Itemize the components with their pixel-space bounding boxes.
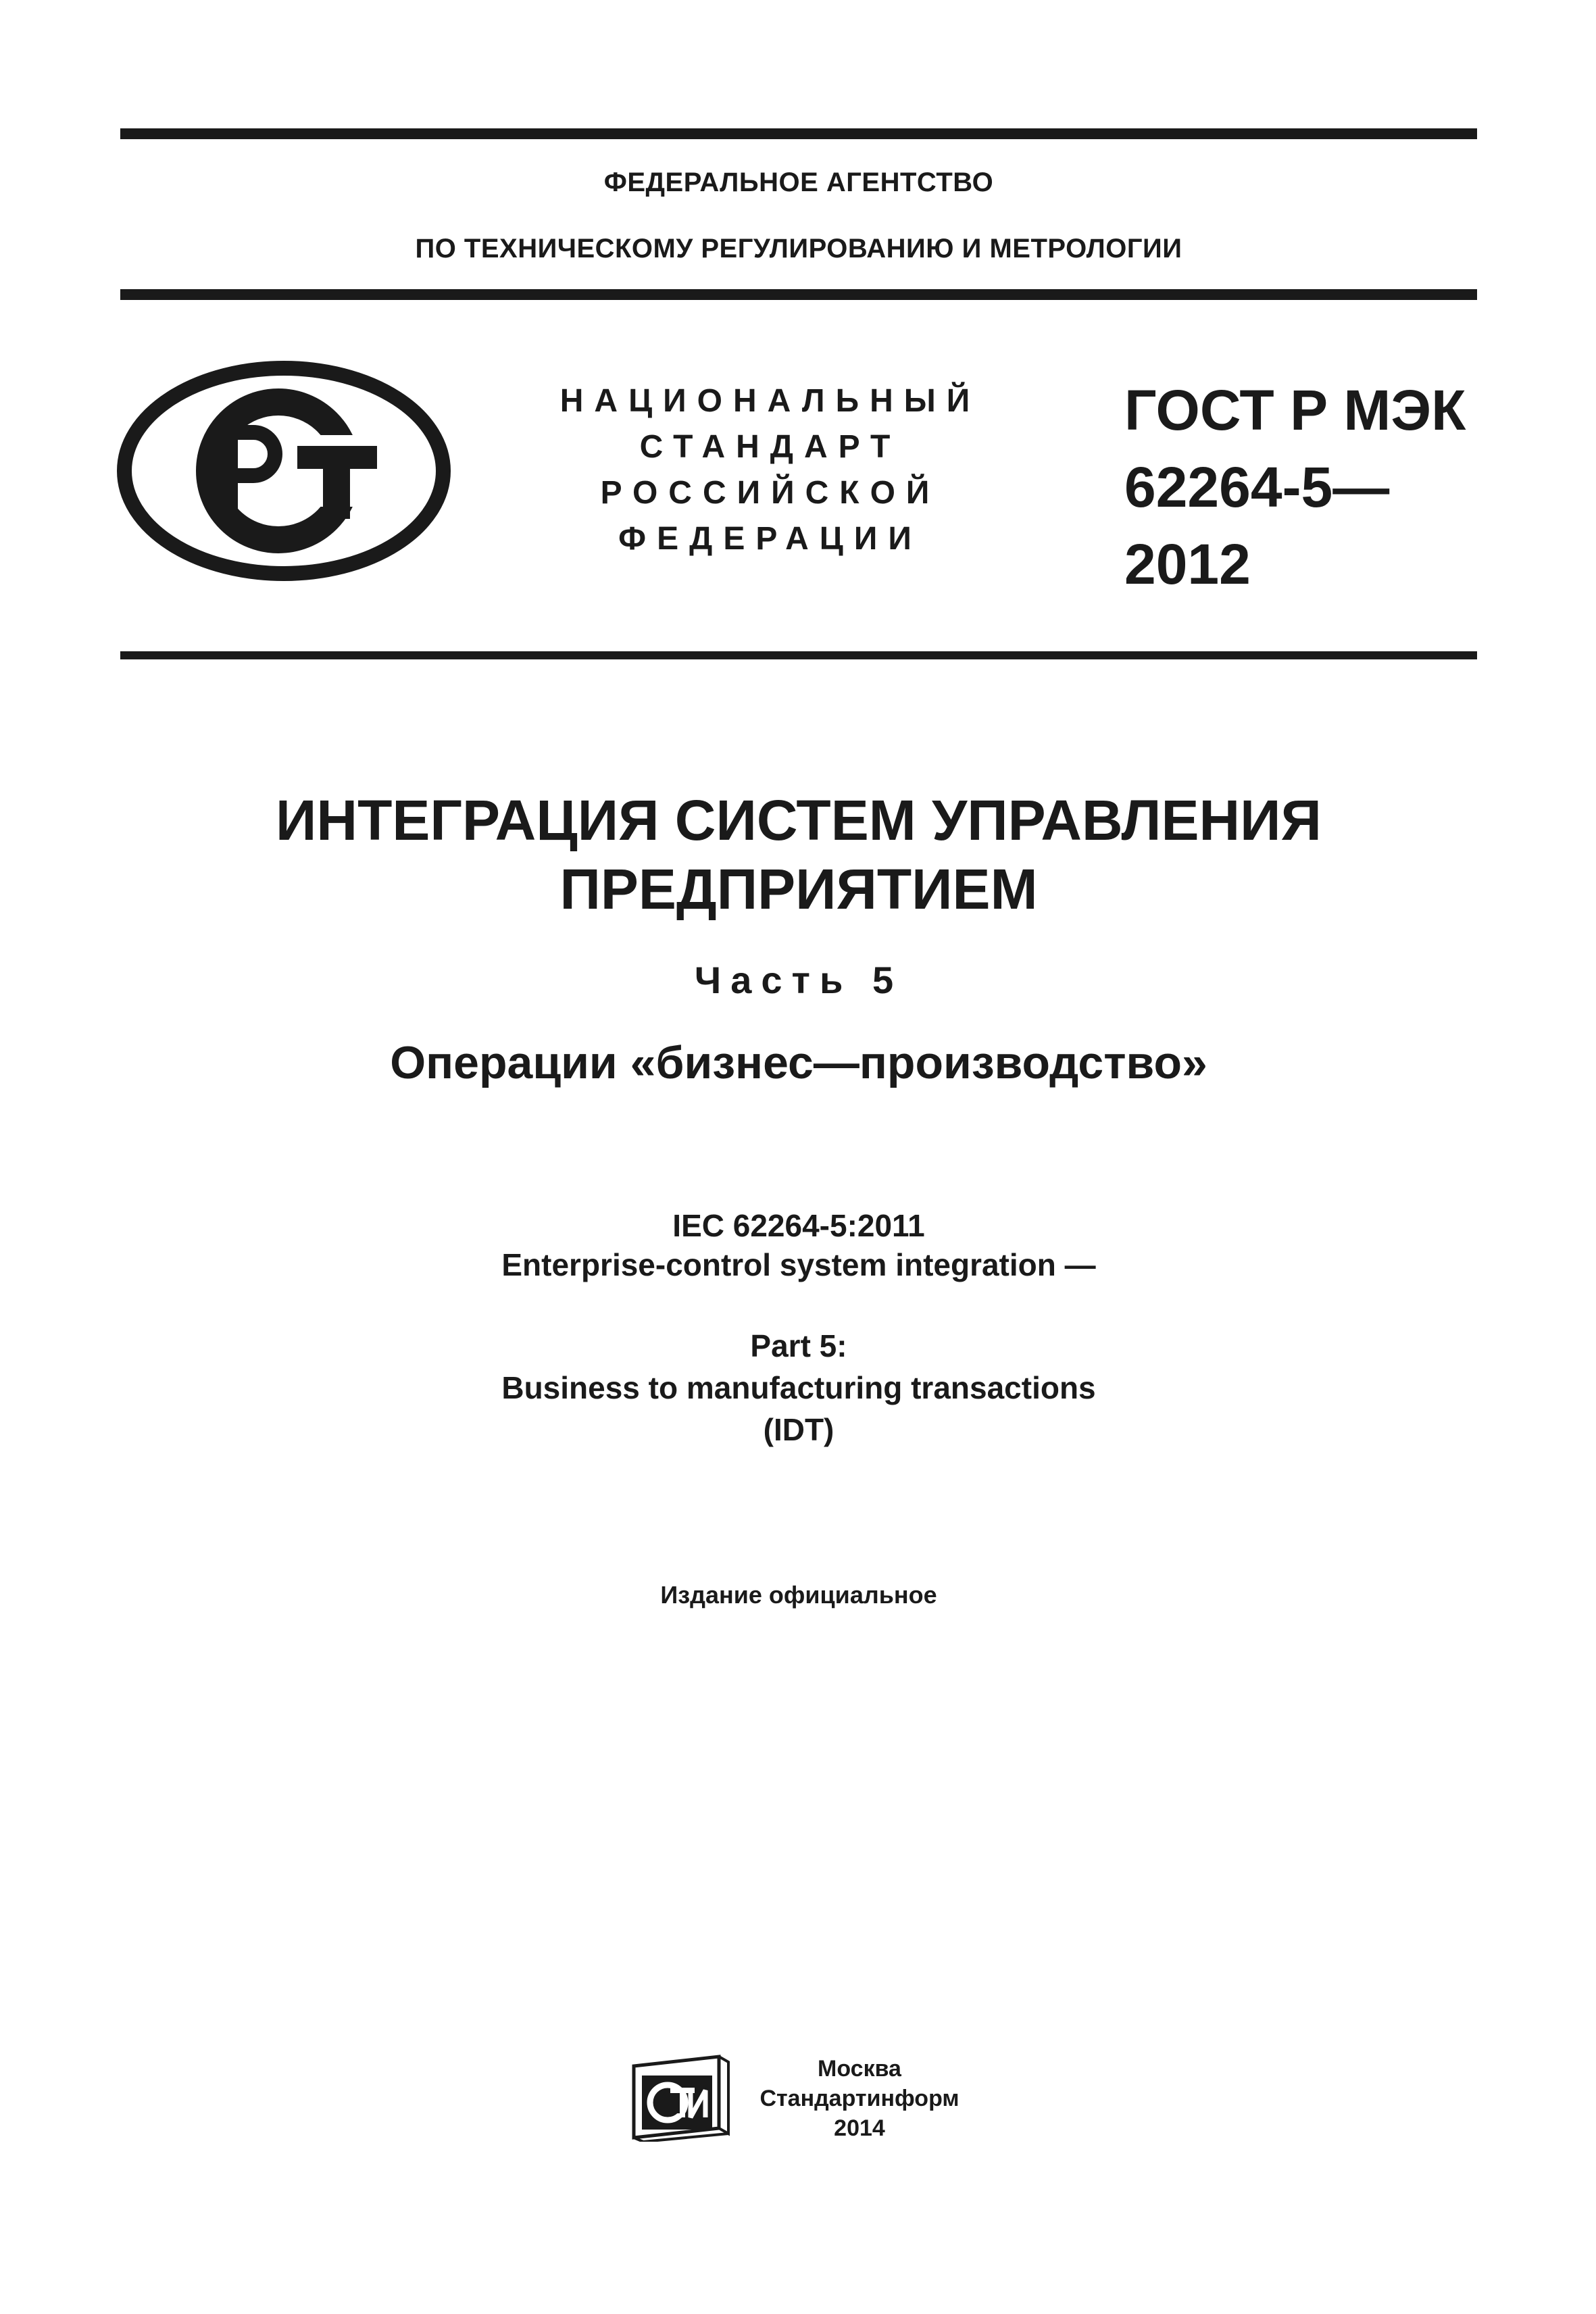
iec-title: Enterprise-control system integration — xyxy=(501,1247,1096,1282)
lower-rule xyxy=(120,651,1477,659)
gost-line-2: 62264-5— xyxy=(1124,455,1390,519)
middle-rule xyxy=(120,289,1477,300)
edition-label: Издание официальное xyxy=(660,1581,937,1609)
national-line-3: РОССИЙСКОЙ xyxy=(600,475,941,511)
national-line-2: СТАНДАРТ xyxy=(639,429,901,465)
agency-name-line2: ПО ТЕХНИЧЕСКОМУ РЕГУЛИРОВАНИЮ И МЕТРОЛОГИИ xyxy=(415,234,1182,263)
publisher-year: 2014 xyxy=(834,2115,885,2141)
top-rule xyxy=(120,128,1477,139)
national-standard-label xyxy=(547,378,993,562)
part-number: Часть 5 xyxy=(694,959,903,1001)
agency-name-line1: ФЕДЕРАЛЬНОЕ АГЕНТСТВО xyxy=(603,168,994,197)
document-title-line1: ИНТЕГРАЦИЯ СИСТЕМ УПРАВЛЕНИЯ xyxy=(276,788,1322,852)
iec-idt: (IDT) xyxy=(763,1412,834,1447)
part-subtitle: Операции «бизнес—производство» xyxy=(390,1037,1207,1088)
iec-number: IEC 62264-5:2011 xyxy=(672,1208,925,1243)
publisher-city: Москва xyxy=(818,2056,901,2082)
standartinform-logo-icon xyxy=(630,2053,731,2142)
gost-line-3: 2012 xyxy=(1124,532,1251,596)
national-line-1: НАЦИОНАЛЬНЫЙ xyxy=(559,383,981,419)
gost-line-1: ГОСТ Р МЭК xyxy=(1124,378,1466,442)
document-title-line2: ПРЕДПРИЯТИЕМ xyxy=(559,857,1038,921)
publisher-info xyxy=(751,2054,968,2143)
publisher-name: Стандартинформ xyxy=(759,2086,959,2111)
national-line-4: ФЕДЕРАЦИИ xyxy=(618,521,922,557)
gost-designation xyxy=(1124,372,1476,603)
iec-part-title: Business to manufacturing transactions xyxy=(501,1370,1096,1405)
iec-part: Part 5: xyxy=(750,1328,847,1363)
rst-logo-icon xyxy=(116,359,451,582)
